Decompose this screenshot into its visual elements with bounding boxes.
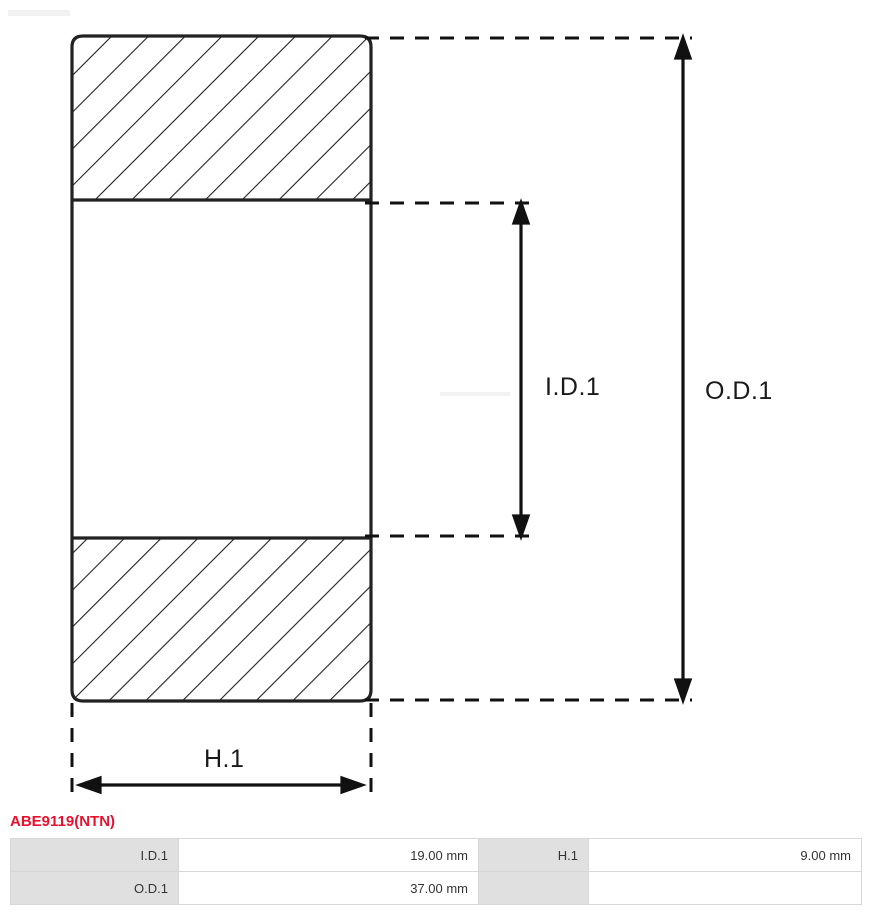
table-row — [11, 839, 862, 872]
spec-value-id1: 19.00 mm — [179, 839, 479, 872]
part-number: ABE9119(NTN) — [10, 813, 116, 830]
bearing-bore-walls — [72, 200, 371, 538]
inner-diameter-label: I.D.1 — [545, 373, 601, 401]
bearing-upper-section — [60, 25, 390, 215]
spec-key-empty — [479, 872, 589, 905]
spec-value-empty — [589, 872, 862, 905]
table-row — [11, 872, 862, 905]
spec-value-od1: 37.00 mm — [179, 872, 479, 905]
specifications-table — [10, 838, 862, 905]
spec-value-h1: 9.00 mm — [589, 839, 862, 872]
bearing-lower-section — [60, 525, 390, 715]
spec-key-h1: H.1 — [479, 839, 589, 872]
height-dimension — [80, 778, 362, 792]
spec-key-id1: I.D.1 — [11, 839, 179, 872]
outer-diameter-dimension — [676, 38, 690, 700]
outer-diameter-label: O.D.1 — [705, 377, 773, 405]
spec-key-od1: O.D.1 — [11, 872, 179, 905]
inner-diameter-dimension — [514, 203, 528, 536]
height-label: H.1 — [204, 745, 245, 773]
